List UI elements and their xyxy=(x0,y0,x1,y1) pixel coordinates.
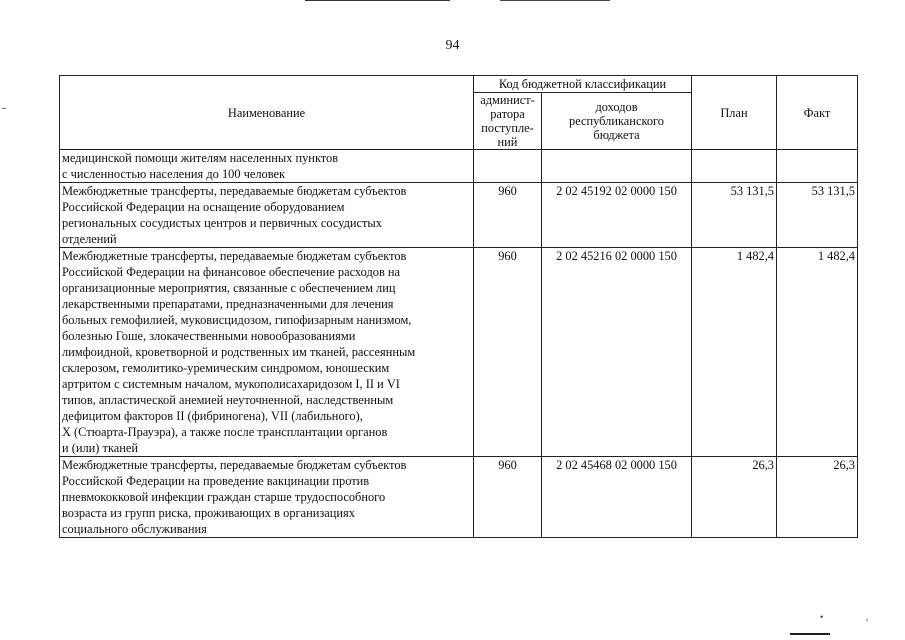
row-plan xyxy=(692,150,777,183)
row-plan: 26,3 xyxy=(692,457,777,538)
margin-tick xyxy=(2,108,6,109)
row-code: 2 02 45192 02 0000 150 xyxy=(542,183,692,248)
table-row xyxy=(60,457,858,538)
row-code xyxy=(542,150,692,183)
bottom-edge-rule xyxy=(790,633,830,635)
table-row xyxy=(60,183,858,248)
header-fact: Факт xyxy=(777,76,858,150)
row-name: Межбюджетные трансферты, передаваемые бюджетам субъектов Российской Федерации на проведение вакцинации против пневмококковой инфекции граждан старше трудоспособного возраста из групп риска, проживающих в организациях социального обслуживания xyxy=(60,457,474,538)
row-plan: 53 131,5 xyxy=(692,183,777,248)
row-admin xyxy=(474,150,542,183)
table-row xyxy=(60,150,858,183)
scan-speck: • xyxy=(820,612,824,622)
row-plan: 1 482,4 xyxy=(692,248,777,457)
top-edge-rule xyxy=(305,0,450,1)
page-number: 94 xyxy=(445,38,460,53)
header-name: Наименование xyxy=(60,76,474,150)
scan-speck: , xyxy=(866,612,869,622)
table-row xyxy=(60,248,858,457)
header-admin: админист- ратора поступле- ний xyxy=(474,93,542,150)
row-code: 2 02 45468 02 0000 150 xyxy=(542,457,692,538)
row-code: 2 02 45216 02 0000 150 xyxy=(542,248,692,457)
row-fact: 53 131,5 xyxy=(777,183,858,248)
budget-table xyxy=(59,75,858,538)
row-admin: 960 xyxy=(474,183,542,248)
header-plan: План xyxy=(692,76,777,150)
row-fact: 1 482,4 xyxy=(777,248,858,457)
row-admin: 960 xyxy=(474,457,542,538)
row-fact xyxy=(777,150,858,183)
row-name: Межбюджетные трансферты, передаваемые бюджетам субъектов Российской Федерации на финансовое обеспечение расходов на организационные мероприятия, связанные с обеспечением лиц лекарственными препаратами, предназначенными для лечения больных гемофилией, муковисцидозом, гипофизарным нанизмом, болезнью Гоше, злокачественными новообразованиями лимфоидной, кроветворной и родственных им тканей, рассеянным склерозом, гемолитико-уремическим синдромом, юношеским артритом с системным началом, мукополисахаридозом I, II и VI типов, апластической анемией неуточненной, наследственным дефицитом факторов II (фибриногена), VII (лабильного), X (Стюарта-Прауэра), а также после трансплантации органов и (или) тканей xyxy=(60,248,474,457)
top-edge-rule xyxy=(500,0,610,1)
row-name: медицинской помощи жителям населенных пунктов с численностью населения до 100 человек xyxy=(60,150,474,183)
row-name: Межбюджетные трансферты, передаваемые бюджетам субъектов Российской Федерации на оснащение оборудованием региональных сосудистых центров и первичных сосудистых отделений xyxy=(60,183,474,248)
row-admin: 960 xyxy=(474,248,542,457)
header-income: доходов республиканского бюджета xyxy=(542,93,692,150)
header-code-group: Код бюджетной классификации xyxy=(474,76,692,93)
row-fact: 26,3 xyxy=(777,457,858,538)
